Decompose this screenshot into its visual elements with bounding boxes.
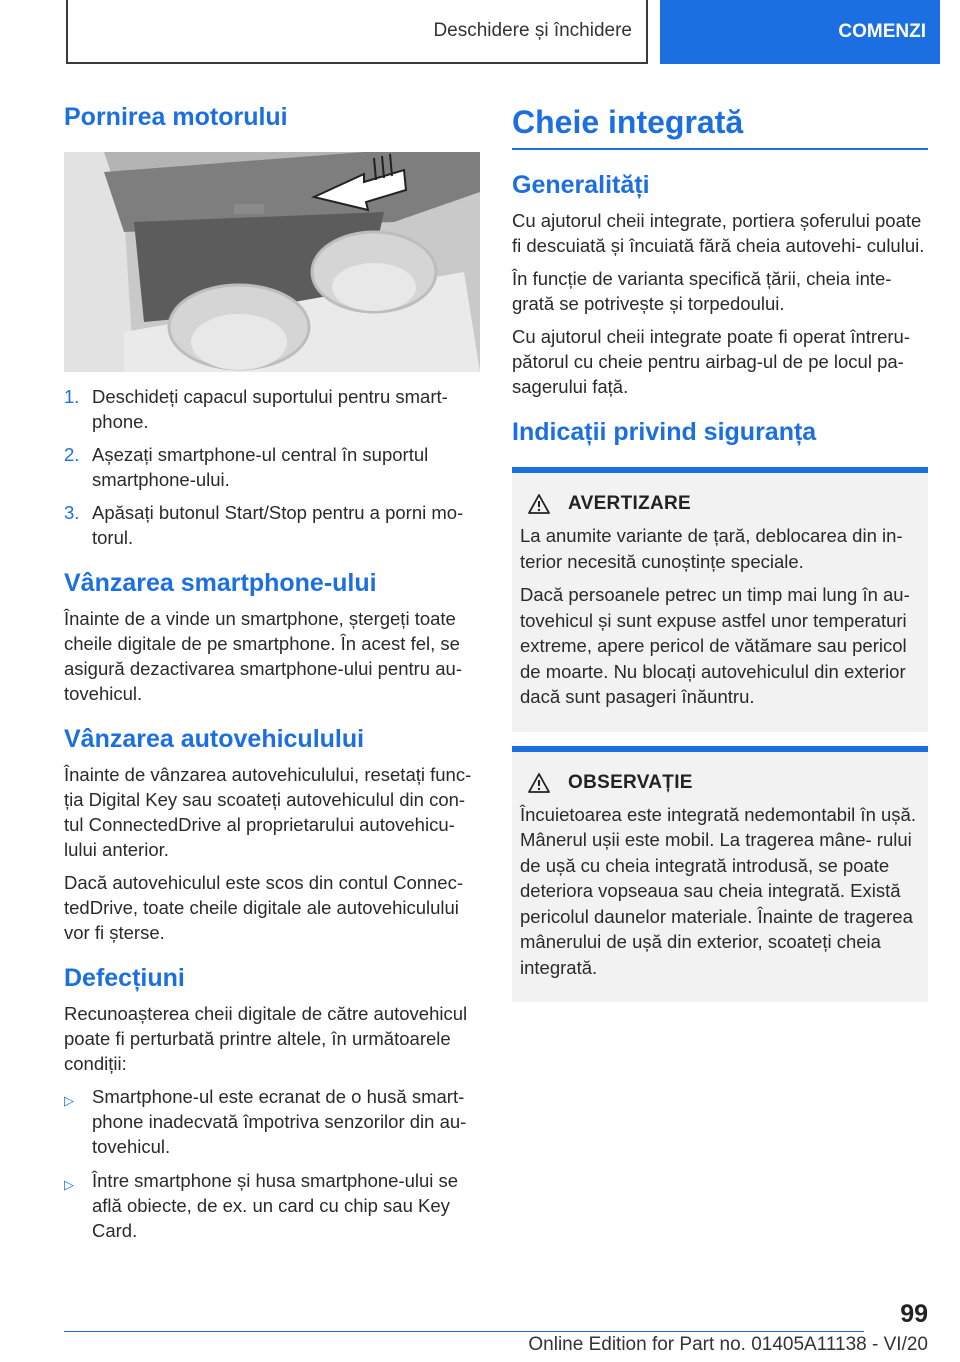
faults-list (64, 1084, 480, 1243)
list-item (64, 1168, 480, 1243)
chapter-title: COMENZI (838, 21, 926, 42)
warning-triangle-icon (528, 494, 550, 514)
notice-text: Încuietoarea este integrată nedemontabil în ușă. Mânerul ușii este mobil. La tragerea mâne‐ rului de ușă cu cheia integrată introdusă, se poate deteriora vopseaua sau cheia integrată. Există pericolul daunelor materiale. Înainte de tragerea mânerului de ușă din exterior, scoateți cheia integrată. (520, 803, 916, 978)
notice-title: OBSERVAȚIE (568, 771, 693, 793)
warning-text-1: La anumite variante de țară, deblocarea din in‐ terior necesită cunoștințe speciale. (520, 525, 903, 572)
safety-heading: Indicații privind siguranța (512, 418, 817, 446)
triangle-bullet-icon: ▷ (64, 1093, 74, 1108)
step-text: Așezați smartphone-ul central în suportul smartphone-ului. (92, 444, 429, 490)
warning-text-2: Dacă persoanele petrec un timp mai lung în au‐ tovehicul și sunt expuse astfel unor temperaturi extreme, apere pericol de vătămare sau pericol de moarte. Nu blocați autovehiculul din exterior dacă sunt pasageri înăuntru. (520, 584, 910, 707)
right-column (512, 100, 928, 1016)
notice-triangle-icon (528, 773, 550, 793)
step-text: Apăsați butonul Start/Stop pentru a porni mo‐ torul. (92, 502, 464, 548)
general-text-3: Cu ajutorul cheii integrate poate fi operat întreru‐ pătorul cu cheie pentru airbag-ul de pe locul pa‐ sagerului față. (512, 326, 910, 397)
bullet-text: Smartphone-ul este ecranat de o husă smart‐ phone inadecvată împotriva senzorilor din au‐ tovehicul. (92, 1086, 467, 1157)
step-text: Deschideți capacul suportului pentru smart‐ phone. (92, 386, 448, 432)
notice-box (512, 746, 928, 1003)
sell-phone-heading: Vânzarea smartphone-ului (64, 569, 377, 597)
list-item (64, 1084, 480, 1159)
start-steps-list (64, 384, 480, 550)
faults-heading: Defecțiuni (64, 964, 185, 992)
left-column (64, 100, 480, 1252)
step-number: 1. (64, 386, 80, 407)
integrated-key-heading: Cheie integrată (512, 100, 928, 150)
faults-text: Recunoașterea cheii digitale de către autovehicul poate fi perturbată printre altele, în următoarele condiții: (64, 1003, 468, 1074)
smartphone-tray-photo (64, 152, 480, 372)
list-item (64, 384, 480, 434)
sell-car-heading: Vânzarea autovehiculului (64, 725, 365, 753)
footer-text: Online Edition for Part no. 01405A11138 - VI/20 (528, 1334, 928, 1355)
sell-car-text-1: Înainte de vânzarea autovehiculului, resetați func‐ ția Digital Key sau scoateți autovehiculul din con‐ tul ConnectedDrive al proprietarului autovehicu‐ lului anterior. (64, 764, 472, 860)
general-heading: Generalități (512, 171, 650, 199)
header-section-title (66, 0, 648, 64)
general-text-2: În funcție de varianta specifică țării, cheia inte‐ grată se potrivește și torpedoului. (512, 268, 892, 314)
warning-box (512, 467, 928, 732)
triangle-bullet-icon: ▷ (64, 1177, 74, 1192)
general-text-1: Cu ajutorul cheii integrate, portiera șoferului poate fi descuiată și încuiată fără cheia autovehi‐ culului. (512, 210, 925, 256)
sell-car-text-2: Dacă autovehiculul este scos din contul Connec‐ tedDrive, toate cheile digitale ale autovehiculului vor fi șterse. (64, 872, 464, 943)
header-chapter-tab[interactable] (660, 0, 940, 64)
page-number: 99 (900, 1300, 928, 1328)
list-item (64, 442, 480, 492)
step-number: 3. (64, 502, 80, 523)
bullet-text: Între smartphone și husa smartphone-ului se află obiecte, de ex. un card cu chip sau Key Card. (92, 1170, 459, 1241)
section-title: Deschidere și închidere (433, 20, 632, 41)
warning-title: AVERTIZARE (568, 493, 691, 514)
list-item (64, 500, 480, 550)
step-number: 2. (64, 444, 80, 465)
sell-phone-text: Înainte de a vinde un smartphone, ștergeți toate cheile digitale de pe smartphone. În acest fel, se asigură dezactivarea smartphone-ului pentru au‐ tovehicul. (64, 608, 462, 704)
start-engine-heading: Pornirea motorului (64, 103, 288, 131)
footer-divider (64, 1331, 864, 1332)
